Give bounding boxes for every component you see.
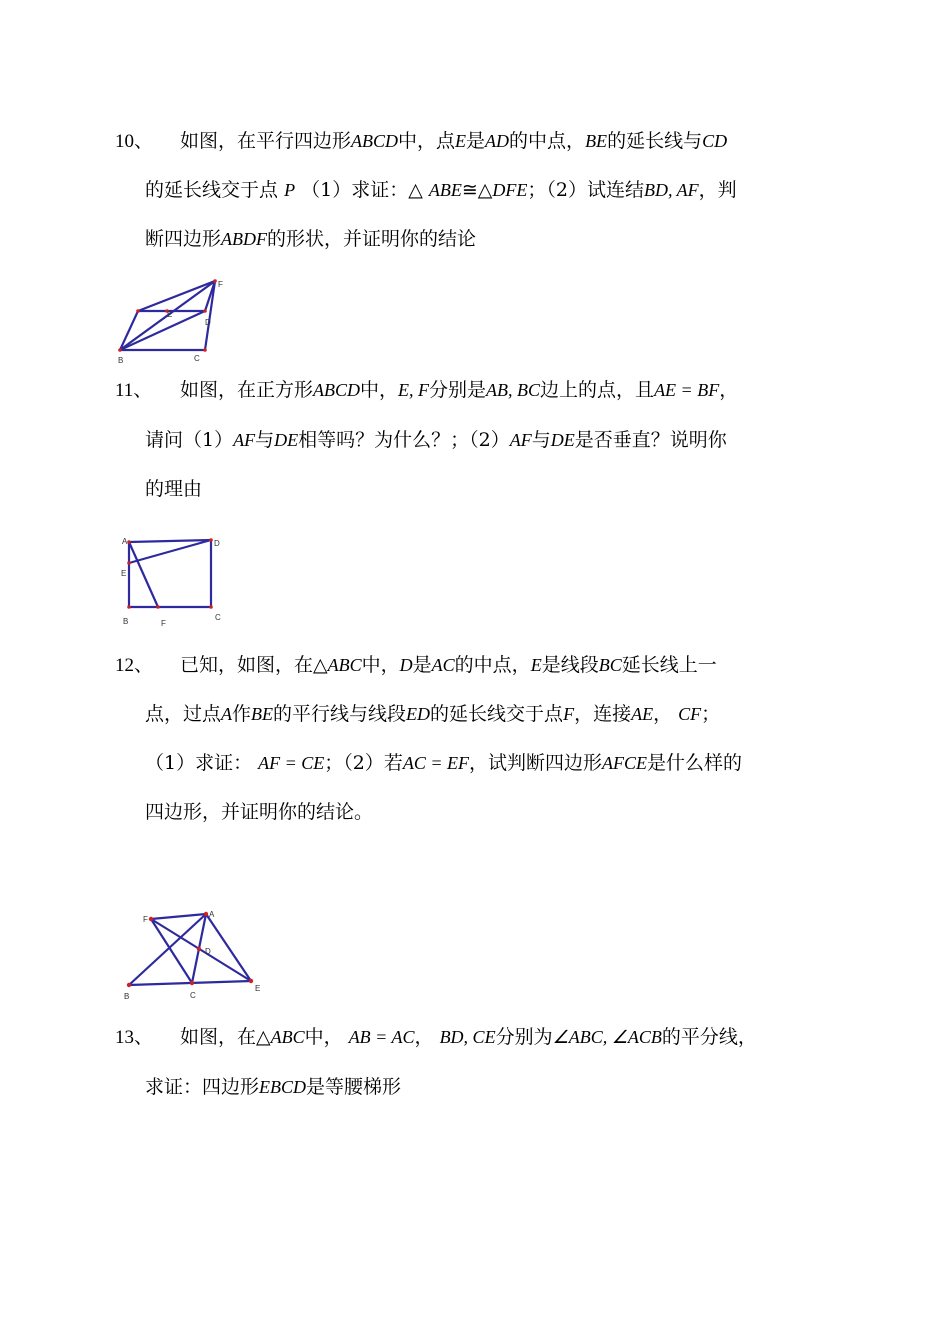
question-10-line-2: 的延长线交于点 P （1）求证：△ ABE≅△DFE；（2）试连结BD, AF，判 [145,179,737,201]
question-10-number: 10、 [115,131,154,152]
label-F: F [218,280,223,289]
label-A: A [209,910,215,919]
label-B: B [118,356,124,365]
label-E: E [255,984,261,993]
label-F: F [143,915,148,924]
question-13-line-2: 求证：四边形EBCD是等腰梯形 [145,1076,402,1098]
question-12-figure [115,905,275,1005]
question-13-number: 13、 [115,1027,154,1048]
label-E: E [167,310,173,319]
question-11-line-2: 请问（1）AF与DE相等吗？为什么？；（2）AF与DE是否垂直？说明你 [145,429,727,451]
label-D: D [214,539,220,548]
label-C: C [190,991,196,1000]
question-11-line-1: 如图，在正方形ABCD中，E, F分别是AB, BC边上的点，且AE = BF， [180,379,739,401]
question-11-figure [115,532,230,632]
label-E: E [121,569,127,578]
question-12-line-2: 点，过点A作BE的平行线与线段ED的延长线交于点F，连接AE， CF； [145,703,721,725]
question-12-number: 12、 [115,655,154,676]
label-A: A [122,537,128,546]
question-12-line-1: 已知，如图，在△ABC中，D是AC的中点，E是线段BC延长线上一 [180,654,717,676]
label-B: B [123,617,129,626]
question-12-line-3: （1）求证： AF = CE；（2）若AC = EF，试判断四边形AFCE是什么样的 [145,752,743,774]
question-10-line-1: 如图，在平行四边形ABCD中，点E是AD的中点，BE的延长线与CD [180,130,728,152]
question-13-line-1: 如图，在△ABC中， AB = AC， BD, CE分别为∠ABC, ∠ACB的平分线， [180,1026,757,1048]
question-12-line-4: 四边形，并证明你的结论。 [145,801,374,823]
label-C: C [194,354,200,363]
label-D: D [205,947,211,956]
label-F: F [161,619,166,628]
question-10-line-3: 断四边形ABDF的形状，并证明你的结论 [145,228,477,250]
label-D: D [205,318,211,327]
question-11-number: 11、 [115,380,153,401]
question-11-line-3: 的理由 [145,478,203,500]
label-B: B [124,992,130,1001]
question-10-figure [110,275,230,367]
label-C: C [215,613,221,622]
